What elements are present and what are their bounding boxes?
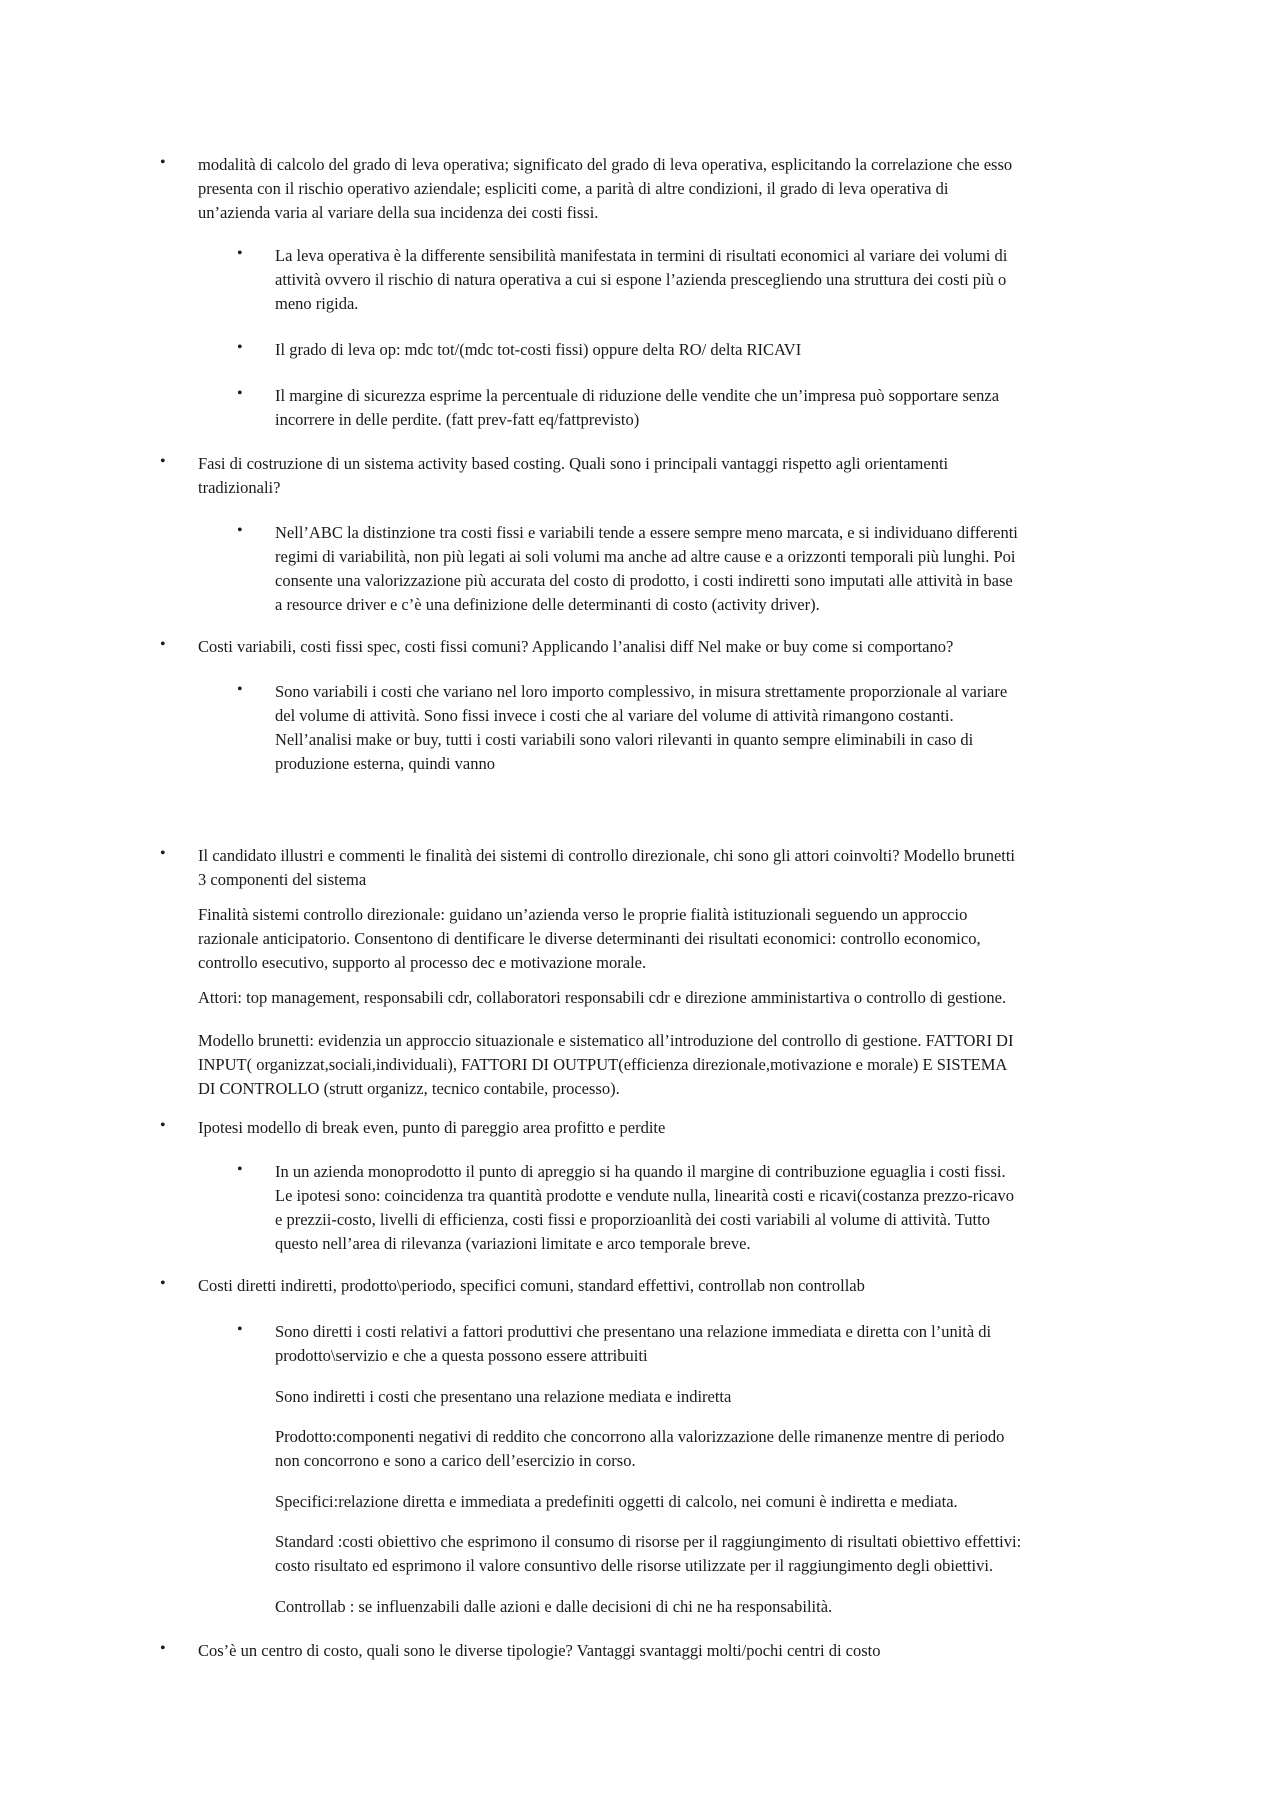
paragraph-specifici (275, 1490, 1165, 1514)
text-line: attività ovvero il rischio di natura operativa a cui si espone l’azienda prescegliendo una struttura dei costi più o (275, 270, 1007, 289)
answer-margine-sicurezza (275, 384, 1165, 432)
text-line: modalità di calcolo del grado di leva operativa; significato del grado di leva operativa, esplicitando la correlazione che esso (198, 155, 1013, 174)
question-centro-costo (198, 1639, 1158, 1663)
question-controllo-direzionale (198, 844, 1158, 892)
answer-abc (275, 521, 1165, 617)
answer-grado-leva (275, 338, 1165, 362)
paragraph-modello-brunetti (198, 1029, 1158, 1101)
text-line: Sono variabili i costi che variano nel loro importo complessivo, in misura strettamente proporzionale al variare (275, 682, 1008, 701)
text-line: Nell’ABC la distinzione tra costi fissi e variabili tende a essere sempre meno marcata, e si individuano differenti (275, 523, 1018, 542)
text-line: costo risultato ed esprimono il valore consuntivo delle risorse utilizzate per il raggiungimento degli obiettivi. (275, 1556, 994, 1575)
answer-costi-variabili (275, 680, 1165, 776)
paragraph-prodotto-periodo (275, 1425, 1165, 1473)
answer-break-even (275, 1160, 1165, 1256)
text-line: Sono diretti i costi relativi a fattori produttivi che presentano una relazione immediata e diretta con l’unità di (275, 1322, 992, 1341)
text-line: Ipotesi modello di break even, punto di pareggio area profitto e perdite (198, 1118, 666, 1137)
bullet: • (237, 1161, 243, 1178)
text-line: Finalità sistemi controllo direzionale: guidano un’azienda verso le proprie fialità istituzionali seguendo un approccio (198, 905, 968, 924)
text-line: Controllab : se influenzabili dalle azioni e dalle decisioni di chi ne ha responsabilità. (275, 1597, 833, 1616)
bullet: • (237, 522, 243, 539)
text-line: e prezzii-costo, livelli di efficienza, costi fissi e proporzioanlità dei costi variabili al volume di attività. Tutto (275, 1210, 990, 1229)
bullet: • (237, 245, 243, 262)
bullet: • (237, 339, 243, 356)
question-costi-variabili (198, 635, 1158, 659)
paragraph-attori (198, 986, 1158, 1010)
text-line: meno rigida. (275, 294, 359, 313)
bullet: • (160, 154, 166, 171)
answer-leva-definizione (275, 244, 1165, 316)
paragraph-costi-indiretti (275, 1385, 1165, 1409)
bullet: • (237, 681, 243, 698)
question-break-even (198, 1116, 1158, 1140)
text-line: del volume di attività. Sono fissi invece i costi che al variare del volume di attività rimangono costanti. (275, 706, 954, 725)
text-line: Standard :costi obiettivo che esprimono il consumo di risorse per il raggiungimento di risultati obiettivo effettivi: (275, 1532, 1022, 1551)
text-line: In un azienda monoprodotto il punto di apreggio si ha quando il margine di contribuzione eguaglia i costi fissi. (275, 1162, 1006, 1181)
paragraph-finalita (198, 903, 1158, 975)
text-line: razionale anticipatorio. Consentono di dentificare le diverse determinanti dei risultati economici: controllo economico, (198, 929, 981, 948)
text-line: Le ipotesi sono: coincidenza tra quantità prodotte e vendute nulla, linearità costi e ricavi(costanza prezzo-ricavo (275, 1186, 1014, 1205)
bullet: • (160, 1117, 166, 1134)
text-line: consente una valorizzazione più accurata del costo di prodotto, i costi indiretti sono imputati alle attività in base (275, 571, 1013, 590)
text-line: DI CONTROLLO (strutt organizz, tecnico contabile, processo). (198, 1079, 620, 1098)
bullet: • (160, 845, 166, 862)
bullet: • (237, 1321, 243, 1338)
text-line: Il candidato illustri e commenti le finalità dei sistemi di controllo direzionale, chi sono gli attori coinvolti? Modello brunetti (198, 846, 1016, 865)
text-line: un’azienda varia al variare della sua incidenza dei costi fissi. (198, 203, 599, 222)
text-line: INPUT( organizzat,sociali,individuali), FATTORI DI OUTPUT(efficienza direzionale,motivazione e morale) E SISTEMA (198, 1055, 1008, 1074)
text-line: tradizionali? (198, 478, 281, 497)
text-line: prodotto\servizio e che a questa possono essere attribuiti (275, 1346, 648, 1365)
text-line: 3 componenti del sistema (198, 870, 367, 889)
text-line: Sono indiretti i costi che presentano una relazione mediata e indiretta (275, 1387, 732, 1406)
text-line: La leva operativa è la differente sensibilità manifestata in termini di risultati economici al variare dei volumi di (275, 246, 1008, 265)
bullet: • (160, 1640, 166, 1657)
bullet: • (160, 453, 166, 470)
text-line: Specifici:relazione diretta e immediata a predefiniti oggetti di calcolo, nei comuni è indiretta e mediata. (275, 1492, 958, 1511)
text-line: Il grado di leva op: mdc tot/(mdc tot-costi fissi) oppure delta RO/ delta RICAVI (275, 340, 802, 359)
bullet: • (160, 636, 166, 653)
paragraph-controllab (275, 1595, 1165, 1619)
question-costi-diretti (198, 1274, 1158, 1298)
text-line: questo nell’area di rilevanza (variazioni limitate e arco temporale breve. (275, 1234, 751, 1253)
question-leva-operativa (198, 153, 1158, 225)
answer-costi-diretti (275, 1320, 1165, 1368)
text-line: non concorrono e sono a carico dell’esercizio in corso. (275, 1451, 636, 1470)
text-line: produzione esterna, quindi vanno (275, 754, 495, 773)
text-line: Attori: top management, responsabili cdr, collaboratori responsabili cdr e direzione amministartiva o controllo di gestione. (198, 988, 1007, 1007)
bullet: • (237, 385, 243, 402)
paragraph-standard (275, 1530, 1165, 1578)
bullet: • (160, 1275, 166, 1292)
text-line: Il margine di sicurezza esprime la percentuale di riduzione delle vendite che un’impresa può sopportare senza (275, 386, 1000, 405)
text-line: Costi variabili, costi fissi spec, costi fissi comuni? Applicando l’analisi diff Nel make or buy come si comportano? (198, 637, 954, 656)
text-line: Modello brunetti: evidenzia un approccio situazionale e sistematico all’introduzione del controllo di gestione. FATTORI DI (198, 1031, 1014, 1050)
text-line: presenta con il rischio operativo aziendale; espliciti come, a parità di altre condizioni, il grado di leva operativa di (198, 179, 949, 198)
text-line: incorrere in delle perdite. (fatt prev-fatt eq/fattprevisto) (275, 410, 640, 429)
text-line: a resource driver e c’è una definizione delle determinanti di costo (activity driver). (275, 595, 820, 614)
text-line: Prodotto:componenti negativi di reddito che concorrono alla valorizzazione delle rimanenze mentre di periodo (275, 1427, 1005, 1446)
text-line: Nell’analisi make or buy, tutti i costi variabili sono valori rilevanti in quanto sempre eliminabili in caso di (275, 730, 974, 749)
text-line: Cos’è un centro di costo, quali sono le diverse tipologie? Vantaggi svantaggi molti/pochi centri di costo (198, 1641, 881, 1660)
text-line: Fasi di costruzione di un sistema activity based costing. Quali sono i principali vantaggi rispetto agli orientamenti (198, 454, 949, 473)
text-line: Costi diretti indiretti, prodotto\periodo, specifici comuni, standard effettivi, controllab non controllab (198, 1276, 865, 1295)
text-line: regimi di variabilità, non più legati ai soli volumi ma anche ad altre cause e a orizzonti temporali più lunghi. Poi (275, 547, 1016, 566)
question-abc (198, 452, 1158, 500)
text-line: controllo esecutivo, supporto al processo dec e motivazione morale. (198, 953, 647, 972)
